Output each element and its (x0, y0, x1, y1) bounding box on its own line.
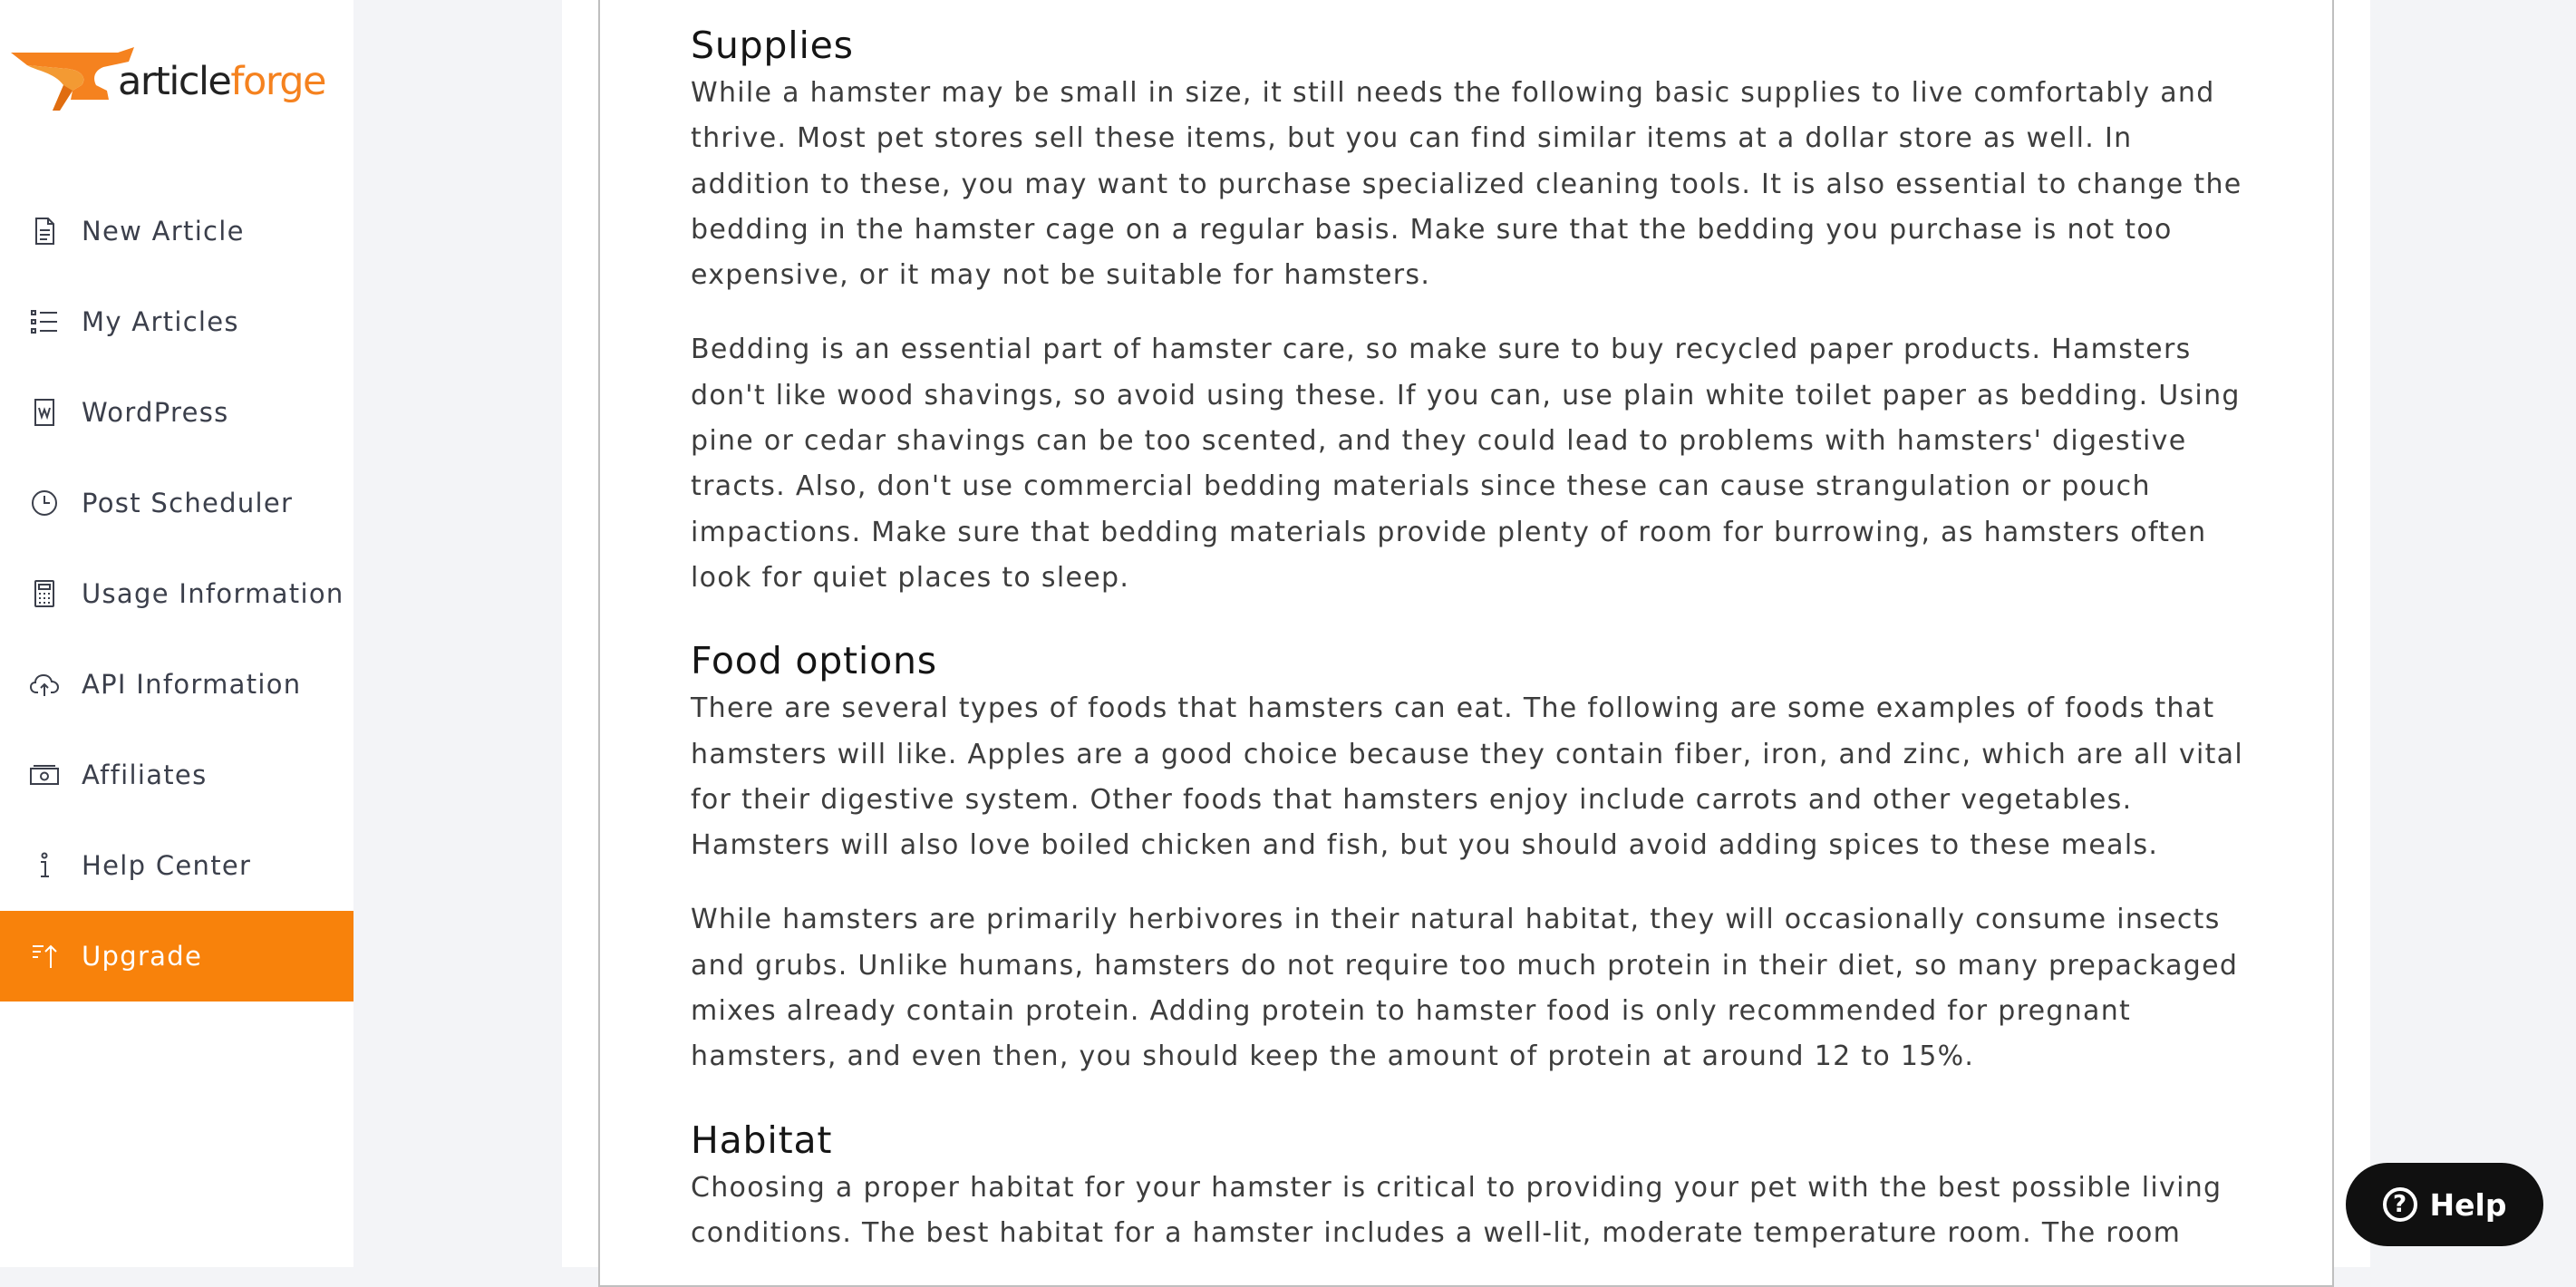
sidebar-item-label: Post Scheduler (82, 488, 294, 518)
document-icon (29, 216, 60, 247)
sidebar-item-label: Upgrade (82, 941, 203, 972)
clock-icon (29, 488, 60, 518)
sidebar-item-affiliates[interactable] (0, 730, 353, 820)
article-body (691, 20, 2250, 1285)
logo-text-forge: forge (230, 59, 326, 104)
anvil-logo-icon (9, 45, 136, 118)
wordpress-icon (29, 397, 60, 428)
section-heading-habitat: Habitat (691, 1118, 833, 1162)
sidebar-item-label: Affiliates (82, 760, 208, 790)
sidebar-nav (0, 186, 353, 1002)
sidebar (0, 0, 353, 1267)
section-heading-supplies: Supplies (691, 24, 854, 67)
logo-text-article: article (118, 59, 231, 104)
info-icon (29, 850, 60, 881)
article-paragraph: Choosing a proper habitat for your hamster is critical to providing your pet with the best possible living conditions. The best habitat for a hamster includes a well-lit, moderate temperature room. The room (691, 1171, 2223, 1249)
article-paragraph: While hamsters are primarily herbivores in their natural habitat, they will occasionally consume insects and grubs. Unlike humans, hamsters do not require too much protein in their diet, so many prepackaged mixes already contain protein. Adding protein to hamster food is only recommended for pregnant hamsters, and even then, you should keep the amount of protein at around 12 to 15%. (691, 904, 2239, 1073)
sidebar-item-label: Usage Information (82, 578, 344, 609)
sidebar-item-api-information[interactable] (0, 639, 353, 730)
sidebar-item-help-center[interactable] (0, 820, 353, 911)
sidebar-item-usage-information[interactable] (0, 548, 353, 639)
cloud-upload-icon (29, 669, 60, 700)
sidebar-item-my-articles[interactable] (0, 276, 353, 367)
sidebar-item-upgrade[interactable] (0, 911, 353, 1002)
sidebar-item-label: New Article (82, 216, 245, 247)
sidebar-item-label: Help Center (82, 850, 252, 881)
sidebar-item-label: My Articles (82, 306, 239, 337)
sidebar-item-new-article[interactable] (0, 186, 353, 276)
upgrade-icon (29, 941, 60, 972)
list-icon (29, 306, 60, 337)
sidebar-item-post-scheduler[interactable] (0, 458, 353, 548)
article-paragraph: Bedding is an essential part of hamster care, so make sure to buy recycled paper products. Hamsters don't like wood shavings, so avoid using these. If you can, use plain white toilet paper as bedding. Using pine or cedar shavings can be too scented, and they could lead to problems with hamsters' digestive tracts. Also, don't use commercial bedding materials since these can cause strangulation or pouch impactions. Make sure that bedding materials provide plenty of room for burrowing, as hamsters often look for quiet places to sleep. (691, 334, 2241, 594)
article-paragraph: There are several types of foods that hamsters can eat. The following are some examples of foods that hamsters will like. Apples are a good choice because they contain fiber, iron, and zinc, which are all vital for their digestive system. Other foods that hamsters enjoy include carrots and other vegetables. Hamsters will also love boiled chicken and fish, but you should avoid adding spices to these meals. (691, 692, 2243, 862)
calculator-icon (29, 578, 60, 609)
help-button-label: Help (2429, 1186, 2507, 1223)
money-icon (29, 760, 60, 790)
section-heading-food-options: Food options (691, 639, 937, 683)
help-button[interactable] (2346, 1163, 2543, 1246)
articleforge-logo[interactable] (9, 45, 344, 118)
sidebar-item-label: API Information (82, 669, 302, 700)
article-paragraph: While a hamster may be small in size, it still needs the following basic supplies to live comfortably and thrive. Most pet stores sell these items, but you can find similar items at a dollar store as well. In addition to these, you may want to purchase specialized cleaning tools. It is also essential to change the bedding in the hamster cage on a regular basis. Make sure that the bedding you purchase is not too expensive, or it may not be suitable for hamsters. (691, 77, 2242, 292)
sidebar-item-label: WordPress (82, 397, 229, 428)
sidebar-item-wordpress[interactable] (0, 367, 353, 458)
question-circle-icon: ? (2383, 1187, 2417, 1222)
article-preview (598, 0, 2334, 1287)
